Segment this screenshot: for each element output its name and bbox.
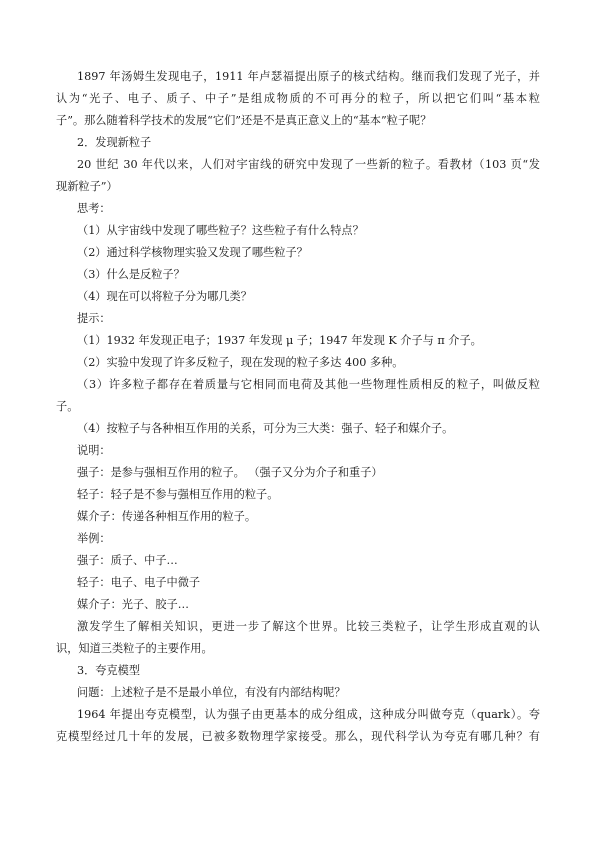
example-line: 轻子：电子、电子中微子 <box>77 576 201 589</box>
hint-item-continuation: 子。 <box>56 400 79 413</box>
label-line: 提示： <box>77 312 111 325</box>
label-line: 说明： <box>77 444 111 457</box>
document-body <box>56 66 540 748</box>
definition-line: 轻子：轻子是不参与强相互作用的粒子。 <box>77 488 279 501</box>
hint-item: （4）按粒子与各种相互作用的关系，可分为三大类：强子、轻子和媒介子。 <box>77 422 454 435</box>
definition-line: 媒介子：传递各种相互作用的粒子。 <box>77 510 257 523</box>
hint-item: （2）实验中发现了许多反粒子，现在发现的粒子多达 400 多种。 <box>77 356 404 369</box>
paragraph-line: 识，知道三类粒子的主要作用。 <box>56 642 213 655</box>
label-line: 思考： <box>77 202 111 215</box>
section-heading: 2．发现新粒子 <box>77 136 152 149</box>
paragraph-line: 认为“光子、电子、质子、中子”是组成物质的不可再分的粒子，所以把它们叫“基本粒 <box>56 92 540 105</box>
paragraph-line: 激发学生了解相关知识，更进一步了解这个世界。比较三类粒子，让学生形成直观的认 <box>77 620 540 633</box>
paragraph-line: 20 世纪 30 年代以来，人们对宇宙线的研究中发现了一些新的粒子。看教材（103 页“发 <box>77 158 540 171</box>
question-item: （2）通过科学核物理实验又发现了哪些粒子？ <box>77 246 308 259</box>
paragraph-line: 问题：上述粒子是不是最小单位，有没有内部结构呢？ <box>77 686 346 699</box>
paragraph-line: 1964 年提出夸克模型，认为强子由更基本的成分组成，这种成分叫做夸克（quark）。夸 <box>77 708 540 721</box>
question-item: （3）什么是反粒子？ <box>77 268 185 281</box>
paragraph-line: 1897 年汤姆生发现电子，1911 年卢瑟福提出原子的核式结构。继而我们发现了光子，并 <box>77 70 540 83</box>
label-line: 举例： <box>77 532 111 545</box>
paragraph-line: 克模型经过几十年的发展，已被多数物理学家接受。那么，现代科学认为夸克有哪几种？有 <box>56 730 540 743</box>
section-heading: 3．夸克模型 <box>77 664 141 677</box>
question-item: （4）现在可以将粒子分为哪几类？ <box>77 290 252 303</box>
definition-line: 强子：是参与强相互作用的粒子。 （强子又分为介子和重子） <box>77 466 383 479</box>
paragraph-line: 现新粒子”） <box>56 180 118 193</box>
hint-item: （1）1932 年发现正电子；1937 年发现 μ 子；1947 年发现 K 介子与 π 介子。 <box>77 334 482 347</box>
example-line: 强子：质子、中子… <box>77 554 178 567</box>
example-line: 媒介子：光子、胶子… <box>77 598 189 611</box>
question-item: （1）从宇宙线中发现了哪些粒子？这些粒子有什么特点？ <box>77 224 364 237</box>
paragraph-line: 子”。那么随着科学技术的发展“它们”还是不是真正意义上的“基本”粒子呢？ <box>56 114 432 127</box>
hint-item: （3）许多粒子都存在着质量与它相同而电荷及其他一些物理性质相反的粒子，叫做反粒 <box>77 378 540 391</box>
